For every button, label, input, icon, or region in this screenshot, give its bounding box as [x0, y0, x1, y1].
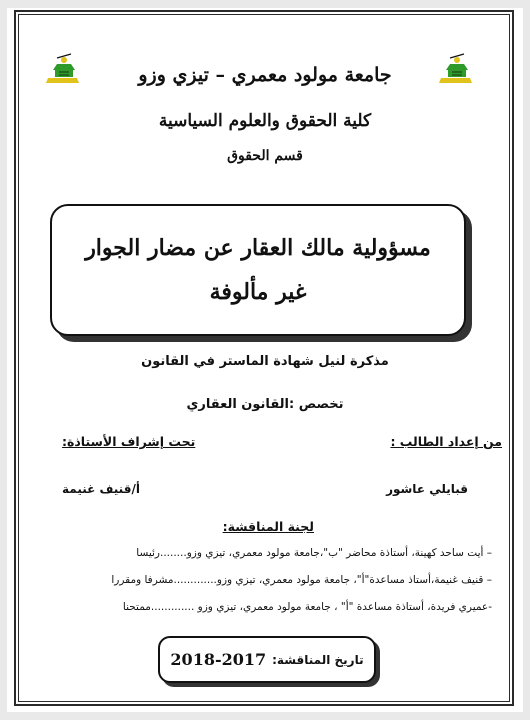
committee-member: – أيت ساحد كهينة، أستاذة محاضر "ب"،جامعة مولود معمري، تيزي وزو........رئيسا	[136, 547, 492, 559]
committee-title: لجنة المناقشة:	[222, 519, 314, 534]
university-name: جامعة مولود معمري – تيزي وزو	[138, 64, 392, 86]
committee-member: -عميري فريدة، أستاذة مساعدة "أ" ، جامعة مولود معمري، تيزي وزو .............ممتحنا	[122, 601, 492, 613]
thesis-title-line-2: غير مألوفة	[209, 279, 307, 305]
specialization: تخصص :القانون العقاري	[186, 397, 344, 412]
defense-date-box	[158, 636, 376, 683]
student-name: قبايلي عاشور	[386, 482, 468, 496]
supervisor-label: تحت إشراف الأستاذة:	[62, 434, 196, 449]
defense-date-value: 2018-2017	[170, 650, 267, 669]
department-name: قسم الحقوق	[227, 148, 303, 164]
committee-member: – قنيف غنيمة،أستاذ مساعدة"أ"، جامعة مولود معمري، تيزي وزو.............مشرفا ومقررا	[111, 574, 492, 586]
thesis-title-box	[50, 204, 466, 336]
student-label: من إعداد الطالب :	[390, 434, 502, 449]
supervisor-name: أ/قنيف غنيمة	[62, 482, 140, 496]
degree-statement: مذكرة لنيل شهادة الماستر في القانون	[141, 354, 389, 369]
faculty-name: كلية الحقوق والعلوم السياسية	[158, 111, 372, 131]
defense-date-label: تاريخ المناقشة:	[272, 652, 364, 667]
thesis-title-line-1: مسؤولية مالك العقار عن مضار الجوار	[85, 235, 431, 261]
committee-list	[52, 545, 492, 626]
